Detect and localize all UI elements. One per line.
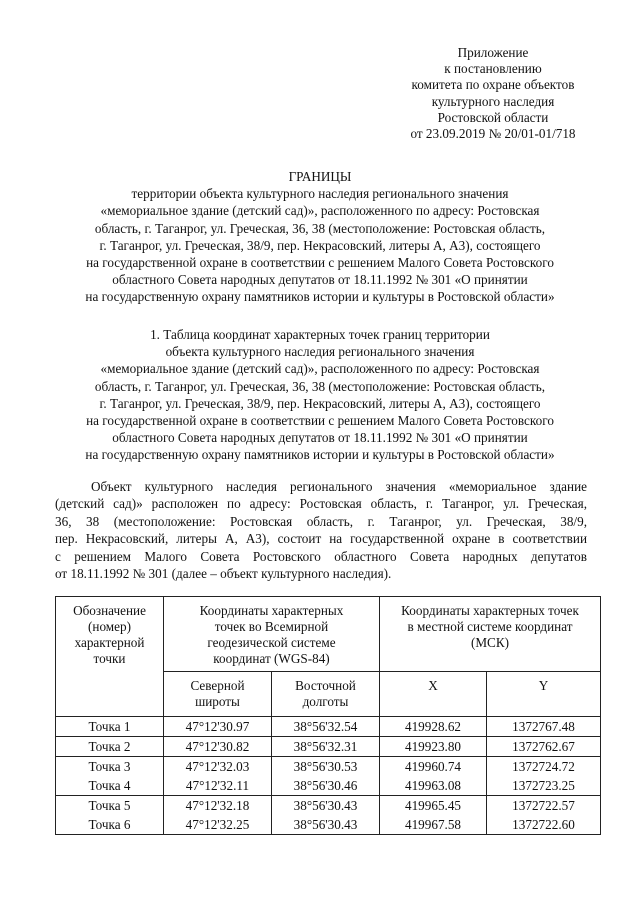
title-line: областного Совета народных депутатов от 18.11.1992 № 301 «О принятии: [112, 272, 528, 288]
cell-latitude: 47°12'32.03: [164, 757, 272, 777]
subheader-text: долготы: [302, 694, 349, 709]
cell-longitude: 38°56'32.31: [272, 737, 380, 757]
cell-y: 1372724.72: [487, 757, 601, 777]
header-text: точек во Всемирной: [214, 619, 329, 634]
cell-latitude: 47°12'30.97: [164, 717, 272, 737]
table-title-line: объекта культурного наследия регионального значения: [165, 344, 475, 360]
header-text: Координаты характерных точек: [401, 603, 579, 618]
header-text: координат (WGS-84): [213, 651, 330, 666]
subheader-text: Северной: [190, 678, 245, 693]
cell-x: 419923.80: [380, 737, 487, 757]
table-row: [56, 776, 601, 796]
appendix-line: Ростовской области: [437, 109, 549, 125]
table-title-line: областного Совета народных депутатов от 18.11.1992 № 301 «О принятии: [112, 430, 528, 446]
subheader-y: Y: [487, 672, 601, 717]
table-title: [40, 326, 600, 464]
cell-point: Точка 3: [56, 757, 164, 777]
cell-point: Точка 2: [56, 737, 164, 757]
header-text: геодезической системе: [207, 635, 336, 650]
table-title-line: на государственную охрану памятников истории и культуры в Ростовской области»: [85, 447, 555, 463]
paragraph-line: от 18.11.1992 № 301 (далее – объект культурного наследия).: [55, 566, 392, 582]
table-title-line: область, г. Таганрог, ул. Греческая, 36, 38 (местоположение: Ростовская область,: [94, 378, 546, 394]
paragraph-line: (детский сад)» расположен по адресу: Ростовская область, г. Таганрог, ул. Греческая,: [55, 496, 587, 512]
appendix-line: культурного наследия: [431, 93, 555, 109]
cell-y: 1372762.67: [487, 737, 601, 757]
cell-longitude: 38°56'30.53: [272, 757, 380, 777]
table-row: [56, 815, 601, 835]
coordinates-table: [55, 596, 601, 835]
cell-point: Точка 6: [56, 815, 164, 835]
document-title: [40, 168, 600, 306]
cell-y: 1372722.60: [487, 815, 601, 835]
cell-longitude: 38°56'30.43: [272, 815, 380, 835]
cell-longitude: 38°56'30.43: [272, 796, 380, 816]
paragraph-line: с решением Малого Совета Ростовского областного Совета народных депутатов: [55, 548, 587, 564]
header-designation: [56, 597, 164, 717]
subheader-x: X: [380, 672, 487, 717]
cell-y: 1372767.48: [487, 717, 601, 737]
title-line: территории объекта культурного наследия регионального значения: [131, 186, 509, 202]
appendix-line: к постановлению: [444, 61, 542, 77]
description-paragraph: [55, 478, 587, 582]
header-text: Обозначение: [73, 603, 146, 618]
table-title-line: «мемориальное здание (детский сад)», расположенного по адресу: Ростовская: [100, 361, 540, 377]
cell-longitude: 38°56'30.46: [272, 776, 380, 796]
cell-x: 419967.58: [380, 815, 487, 835]
title-line: г. Таганрог, ул. Греческая, 38/9, пер. Некрасовский, литеры А, А3), состоящего: [99, 237, 541, 253]
table-header-row: [56, 597, 601, 672]
cell-x: 419960.74: [380, 757, 487, 777]
header-msk: [380, 597, 601, 672]
cell-latitude: 47°12'32.11: [164, 776, 272, 796]
table-title-line: 1. Таблица координат характерных точек границ территории: [150, 327, 490, 342]
cell-latitude: 47°12'30.82: [164, 737, 272, 757]
title-heading: ГРАНИЦЫ: [288, 169, 352, 184]
subheader-text: широты: [195, 694, 240, 709]
cell-y: 1372722.57: [487, 796, 601, 816]
paragraph-line: Объект культурного наследия регионального значения «мемориальное здание: [91, 479, 587, 494]
cell-latitude: 47°12'32.18: [164, 796, 272, 816]
title-line: на государственной охране в соответствии с решением Малого Совета Ростовского: [86, 255, 554, 271]
table-row: [56, 796, 601, 816]
header-text: в местной системе координат: [407, 619, 573, 634]
table-title-line: г. Таганрог, ул. Греческая, 38/9, пер. Некрасовский, литеры А, А3), состоящего: [99, 395, 541, 411]
cell-point: Точка 5: [56, 796, 164, 816]
header-text: (номер): [88, 619, 131, 634]
cell-point: Точка 1: [56, 717, 164, 737]
appendix-block: [388, 45, 598, 142]
subheader-text: Восточной: [295, 678, 356, 693]
subheader-north-latitude: [164, 672, 272, 717]
table-row: [56, 757, 601, 777]
paragraph-line: 36, 38 (местоположение: Ростовская область, г. Таганрог, ул. Греческая, 38/9,: [55, 513, 587, 529]
header-text: характерной: [74, 635, 145, 650]
paragraph-line: пер. Некрасовский, литеры А, А3), состоит на государственной охране в соответствии: [55, 531, 587, 547]
cell-y: 1372723.25: [487, 776, 601, 796]
table-row: [56, 737, 601, 757]
subheader-east-longitude: [272, 672, 380, 717]
header-wgs84: [164, 597, 380, 672]
cell-x: 419928.62: [380, 717, 487, 737]
header-text: (МСК): [470, 635, 510, 650]
header-text: Координаты характерных: [199, 603, 344, 618]
appendix-line: комитета по охране объектов: [411, 77, 575, 93]
table-row: [56, 717, 601, 737]
title-line: «мемориальное здание (детский сад)», расположенного по адресу: Ростовская: [100, 203, 540, 219]
appendix-date-line: от 23.09.2019 № 20/01-01/718: [410, 126, 576, 142]
cell-latitude: 47°12'32.25: [164, 815, 272, 835]
cell-x: 419965.45: [380, 796, 487, 816]
table-title-line: на государственной охране в соответствии с решением Малого Совета Ростовского: [86, 413, 554, 429]
cell-point: Точка 4: [56, 776, 164, 796]
appendix-line: Приложение: [457, 45, 529, 60]
header-text: точки: [93, 651, 126, 666]
title-line: на государственную охрану памятников истории и культуры в Ростовской области»: [85, 289, 555, 305]
title-line: область, г. Таганрог, ул. Греческая, 36, 38 (местоположение: Ростовская область,: [94, 220, 546, 236]
cell-x: 419963.08: [380, 776, 487, 796]
cell-longitude: 38°56'32.54: [272, 717, 380, 737]
